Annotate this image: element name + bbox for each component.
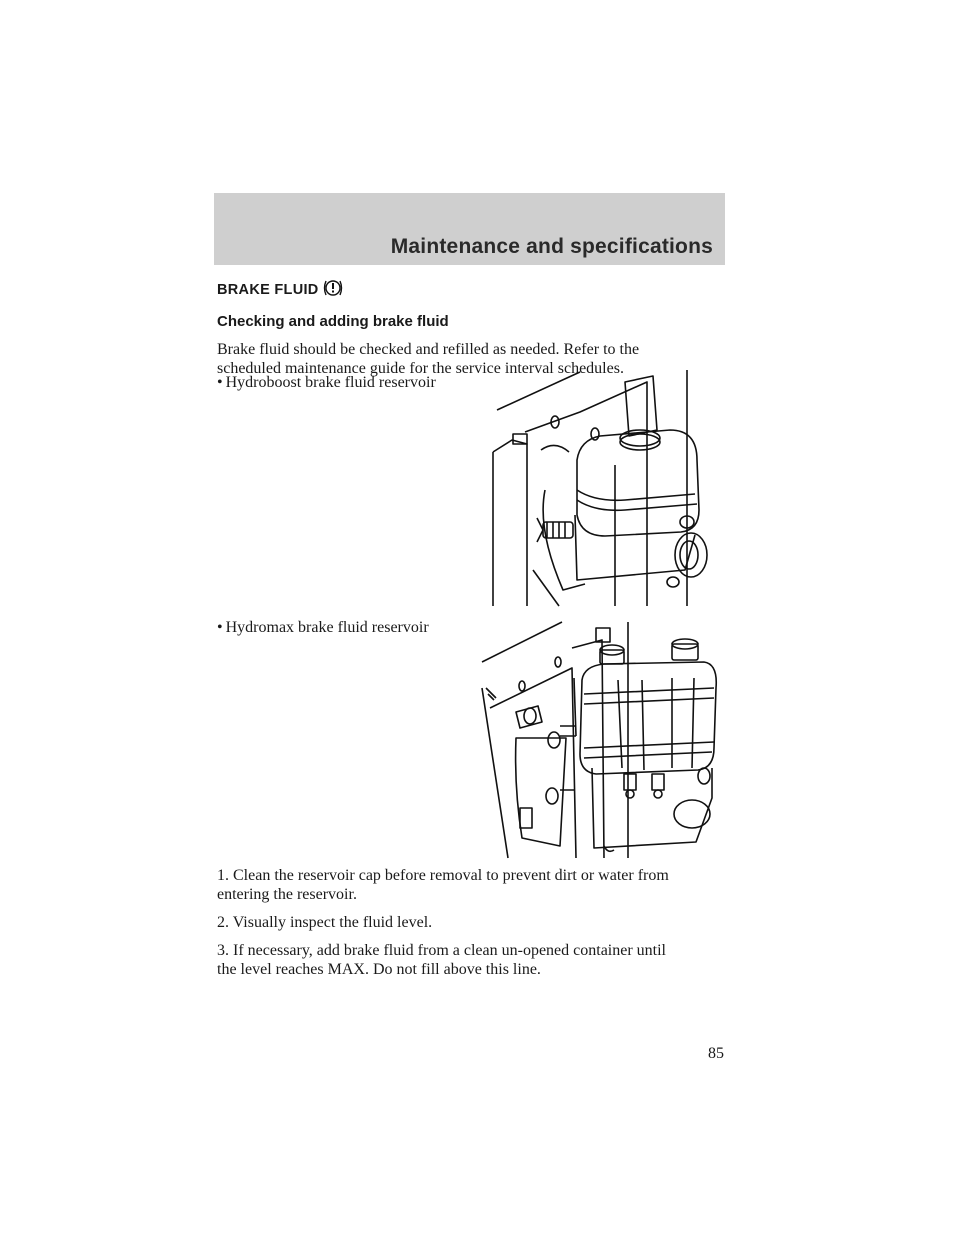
bullet-hydroboost [217, 374, 436, 392]
step3-line-2: the level reaches MAX. Do not fill above this line. [217, 961, 541, 978]
step1-line-2: entering the reservoir. [217, 886, 357, 903]
brake-fluid-heading [217, 282, 344, 298]
warning-exclamation-icon [322, 279, 344, 297]
step2-text: 2. Visually inspect the fluid level. [217, 914, 433, 931]
intro-line-2: scheduled maintenance guide for the service interval schedules. [217, 360, 624, 377]
header-band [214, 193, 725, 265]
bullet-marker: • [217, 619, 223, 636]
bullet-marker: • [217, 374, 223, 391]
hydroboost-reservoir-illustration [485, 370, 725, 615]
step1-line-1: 1. Clean the reservoir cap before removal to prevent dirt or water from [217, 867, 669, 884]
bullet-hydroboost-text: Hydroboost brake fluid reservoir [225, 374, 436, 391]
bullet-hydromax [217, 619, 429, 637]
brake-fluid-title: BRAKE FLUID [217, 282, 319, 298]
bullet-hydromax-text: Hydromax brake fluid reservoir [225, 619, 429, 636]
hydromax-reservoir-illustration [476, 618, 726, 865]
section-header-title: Maintenance and specifications [390, 235, 713, 258]
page-number: 85 [708, 1045, 724, 1062]
checking-adding-subtitle: Checking and adding brake fluid [217, 313, 449, 330]
step3-line-1: 3. If necessary, add brake fluid from a clean un-opened container until [217, 942, 666, 959]
intro-line-1: Brake fluid should be checked and refilled as needed. Refer to the [217, 341, 640, 358]
